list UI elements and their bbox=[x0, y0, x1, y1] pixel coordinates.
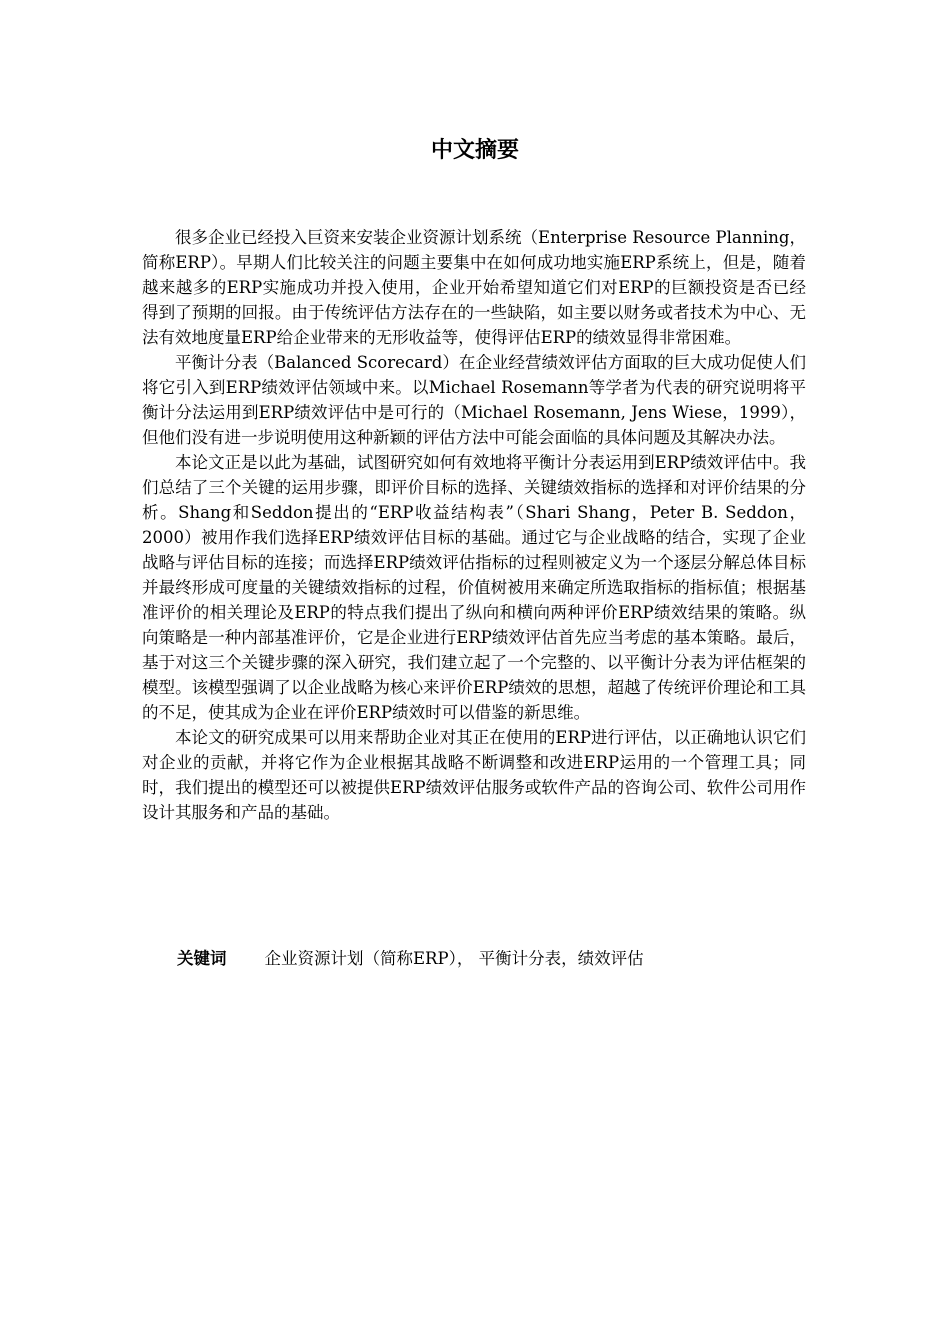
abstract-paragraph-4: 本论文的研究成果可以用来帮助企业对其正在使用的ERP进行评估，以正确地认识它们对企业的贡献，并将它作为企业根据其战略不断调整和改进ERP运用的一个管理工具；同时，我们提出的模型还可以被提供ERP绩效评估服务或软件产品的咨询公司、软件公司用作设计其服务和产品的基础。 bbox=[142, 728, 806, 822]
keywords-label: 关键词 bbox=[177, 949, 227, 968]
abstract-paragraph-2: 平衡计分表（Balanced Scorecard）在企业经营绩效评估方面取的巨大成功促使人们将它引入到ERP绩效评估领域中来。以Michael Rosemann等学者为代表的研究说明将平衡计分法运用到ERP绩效评估中是可行的（Michael Rosemann, Jens Wiese，1999），但他们没有进一步说明使用这种新颖的评估方法中可能会面临的具体问题及其解决办法。 bbox=[142, 353, 806, 447]
abstract-paragraph-1: 很多企业已经投入巨资来安装企业资源计划系统（Enterprise Resource Planning，简称ERP）。早期人们比较关注的问题主要集中在如何成功地实施ERP系统上，但是，随着越来越多的ERP实施成功并投入使用，企业开始希望知道它们对ERP的巨额投资是否已经得到了预期的回报。由于传统评估方法存在的一些缺陷，如主要以财务或者技术为中心、无法有效地度量ERP给企业带来的无形收益等，使得评估ERP的绩效显得非常困难。 bbox=[142, 228, 806, 347]
abstract-body bbox=[142, 225, 806, 825]
keywords-line bbox=[177, 946, 644, 971]
keywords-text: 企业资源计划（简称ERP）， 平衡计分表，绩效评估 bbox=[264, 949, 644, 968]
abstract-paragraph-3: 本论文正是以此为基础，试图研究如何有效地将平衡计分表运用到ERP绩效评估中。我们总结了三个关键的运用步骤，即评价目标的选择、关键绩效指标的选择和对评价结果的分析。Shang和Seddon提出的“ERP收益结构表”（Shari Shang，Peter B. Seddon，2000）被用作我们选择ERP绩效评估目标的基础。通过它与企业战略的结合，实现了企业战略与评估目标的连接；而选择ERP绩效评估指标的过程则被定义为一个逐层分解总体目标并最终形成可度量的关键绩效指标的过程，价值树被用来确定所选取指标的指标值；根据基准评价的相关理论及ERP的特点我们提出了纵向和横向两种评价ERP绩效结果的策略。纵向策略是一种内部基准评价，它是企业进行ERP绩效评估首先应当考虑的基本策略。最后，基于对这三个关键步骤的深入研究，我们建立起了一个完整的、以平衡计分表为评估框架的模型。该模型强调了以企业战略为核心来评价ERP绩效的思想，超越了传统评价理论和工具的不足，使其成为企业在评价ERP绩效时可以借鉴的新思维。 bbox=[142, 453, 806, 722]
page-title: 中文摘要 bbox=[430, 138, 519, 163]
